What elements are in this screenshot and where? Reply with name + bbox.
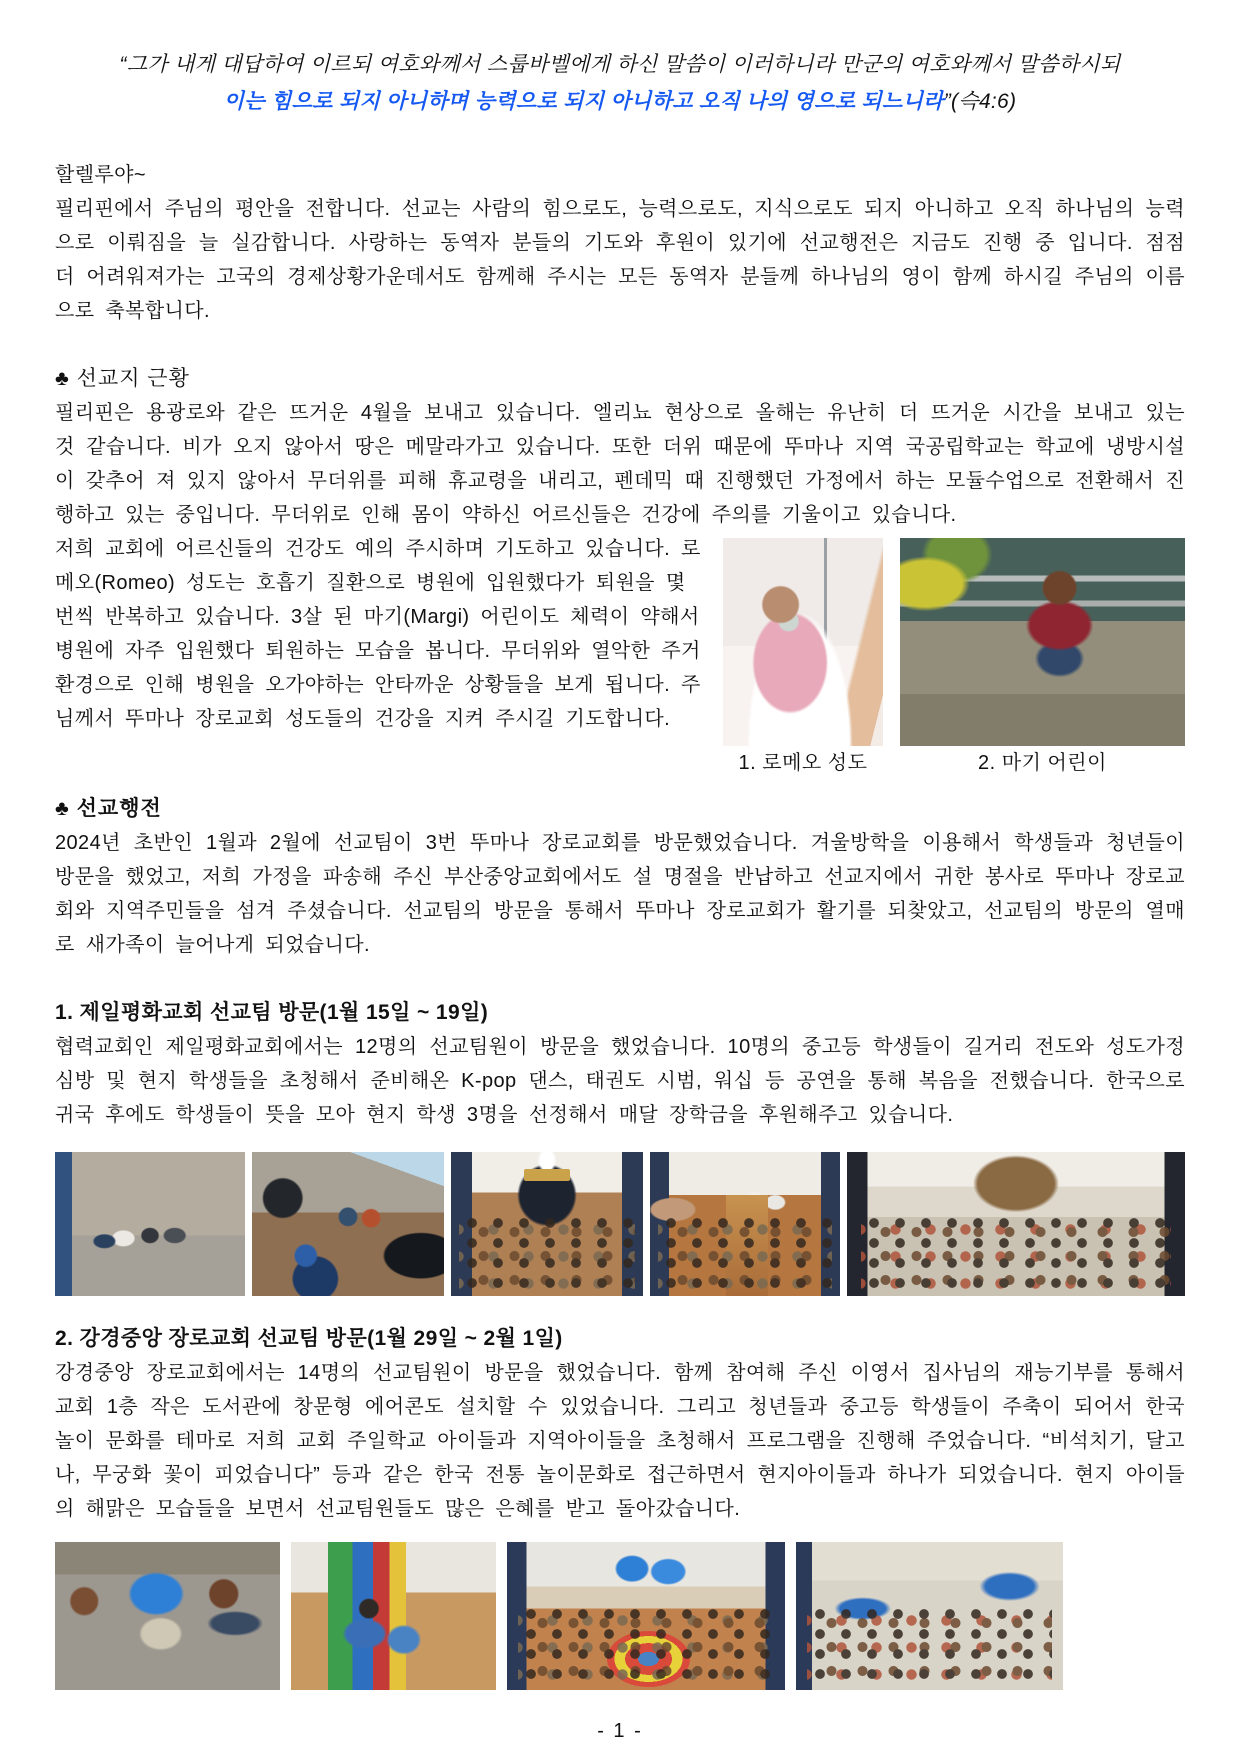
- photo-street-evangelism-2: [252, 1152, 444, 1296]
- mission-field-news-paragraph-2: 저희 교회에 어르신들의 건강도 예의 주시하며 기도하고 있습니다. 로메오(Romeo) 성도는 호흡기 질환으로 병원에 입원했다가 퇴원을 몇 번씩 반복하고 있습니다. 3살 된 마기(Margi) 어린이도 체력이 약해서 병원에 자주 입원했다 퇴원하는 모습을 봅니다. 무더위와 열악한 주거 환경으로 인해 병원을 오가야하는 안타까운 상황들을 보게 됩니다. 주님께서 뚜마나 장로교회 성도들의 건강을 지켜 주시길 기도합니다.: [55, 538, 701, 730]
- photo-romeo-hospital: [723, 538, 883, 746]
- subsection-title-visit1: 1. 제일평화교회 선교팀 방문(1월 15일 ~ 19일): [55, 1001, 489, 1024]
- photo-church-performance: [451, 1152, 643, 1296]
- visit1-paragraph: 협력교회인 제일평화교회에서는 12명의 선교팀원이 방문을 했었습니다. 10명의 중고등 학생들이 길거리 전도와 성도가정 심방 및 현지 학생들을 초청해서 준비해온 K-pop 댄스, 태권도 시범, 워십 등 공연을 통해 복음을 전했습니다. 한국으로 귀국 후에도 학생들이 뜻을 모아 현지 학생 3명을 선정해서 매달 장학금을 후원해주고 있습니다.: [55, 1036, 1185, 1126]
- photo-street-evangelism-1: [55, 1152, 245, 1296]
- photo-classroom-game: [291, 1542, 496, 1690]
- spacer: [55, 328, 1185, 362]
- visit2-photo-strip: [55, 1542, 1185, 1690]
- figure-margi: [900, 538, 1185, 778]
- photo-group-children: [796, 1542, 1063, 1690]
- spacer: [55, 962, 1185, 996]
- figure-romeo: [723, 538, 883, 778]
- mission-acts-paragraph: 2024년 초반인 1월과 2월에 선교팀이 3번 뚜마나 장로교회를 방문했었습니다. 겨울방학을 이용해서 학생들과 청년들이 방문을 했었고, 저희 가정을 파송해 주신 부산중앙교회에서도 설 명절을 반납하고 선교지에서 귀한 봉사로 뚜마나 장로교회와 지역주민들을 섬겨 주셨습니다. 선교팀의 방문을 통해서 뚜마나 장로교회가 활기를 되찾았고, 선교팀의 방문의 열매로 새가족이 늘어나게 되었습니다.: [55, 832, 1185, 956]
- scripture-quote: [55, 46, 1185, 120]
- page-number: - 1 -: [597, 1720, 643, 1742]
- scripture-reference: ”(슥4:6): [943, 90, 1017, 113]
- photo-group-church-hall: [847, 1152, 1185, 1296]
- photo-traditional-game-outdoor: [55, 1542, 280, 1690]
- photo-margi-child: [900, 538, 1185, 746]
- news-photos: [723, 538, 1185, 778]
- intro-paragraph: 필리핀에서 주님의 평안을 전합니다. 선교는 사람의 힘으로도, 능력으로도, 지식으로도 되지 아니하고 오직 하나님의 능력으로 이뤄짐을 늘 실감합니다. 사랑하는 동역자 분들의 기도와 후원이 있기에 선교행전은 지금도 진행 중 입니다. 점점 더 어려워져가는 고국의 경제상황가운데서도 함께해 주시는 모든 동역자 분들께 하나님의 영이 함께 하시길 주님의 이름으로 축복합니다.: [55, 198, 1185, 322]
- subsection-title-visit2: 2. 강경중앙 장로교회 선교팀 방문(1월 29일 ~ 2월 1일): [55, 1327, 563, 1350]
- visit1-photo-strip: [55, 1152, 1185, 1296]
- mission-field-news-paragraph-1: 필리핀은 용광로와 같은 뜨거운 4월을 보내고 있습니다. 엘리뇨 현상으로 올해는 유난히 더 뜨거운 시간을 보내고 있는 것 같습니다. 비가 오지 않아서 땅은 메말라가고 있습니다. 또한 더위 때문에 뚜마나 지역 국공립학교는 학교에 냉방시설이 갖추어 져 있지 않아서 무더위를 피해 휴교령을 내리고, 펜데믹 때 진행했던 가정에서 하는 모듈수업으로 전환해서 진행하고 있는 중입니다. 무더위로 인해 몸이 약하신 어르신들은 건강에 주의를 기울이고 있습니다.: [55, 402, 1185, 526]
- caption-margi: 2. 마기 어린이: [978, 752, 1107, 774]
- photo-target-game-hall: [507, 1542, 785, 1690]
- greeting-text: 할렐루야~: [55, 164, 146, 186]
- visit2-paragraph: 강경중앙 장로교회에서는 14명의 선교팀원이 방문을 했었습니다. 함께 참여해 주신 이영서 집사님의 재능기부를 통해서 교회 1층 작은 도서관에 창문형 에어콘도 설치할 수 있었습니다. 그리고 청년들과 중고등 학생들이 주축이 되어서 한국 놀이 문화를 테마로 저희 교회 주일학교 아이들과 지역아이들을 초청해서 프로그램을 진행해 주었습니다. “비석치기, 달고나, 무궁화 꽃이 피었습니다” 등과 같은 한국 전통 놀이문화로 접근하면서 현지아이들과 하나가 되었습니다. 현지 아이들의 해맑은 모습들을 보면서 선교팀원들도 많은 은혜를 받고 돌아갔습니다.: [55, 1362, 1185, 1520]
- news-photo-text-block: [55, 532, 1185, 778]
- photo-taekwondo-demo: [650, 1152, 840, 1296]
- caption-romeo: 1. 로메오 성도: [738, 752, 868, 774]
- section-title-mission-acts: ♣ 선교행전: [55, 797, 162, 820]
- scripture-quote-line1: “그가 내게 대답하여 이르되 여호와께서 스룹바벨에게 하신 말씀이 이러하니라 만군의 여호와께서 말씀하시되: [119, 53, 1121, 76]
- scripture-quote-line2: 이는 힘으로 되지 아니하며 능력으로 되지 아니하고 오직 나의 영으로 되느니라: [223, 90, 944, 113]
- section-title-mission-field-news: ♣ 선교지 근황: [55, 367, 190, 390]
